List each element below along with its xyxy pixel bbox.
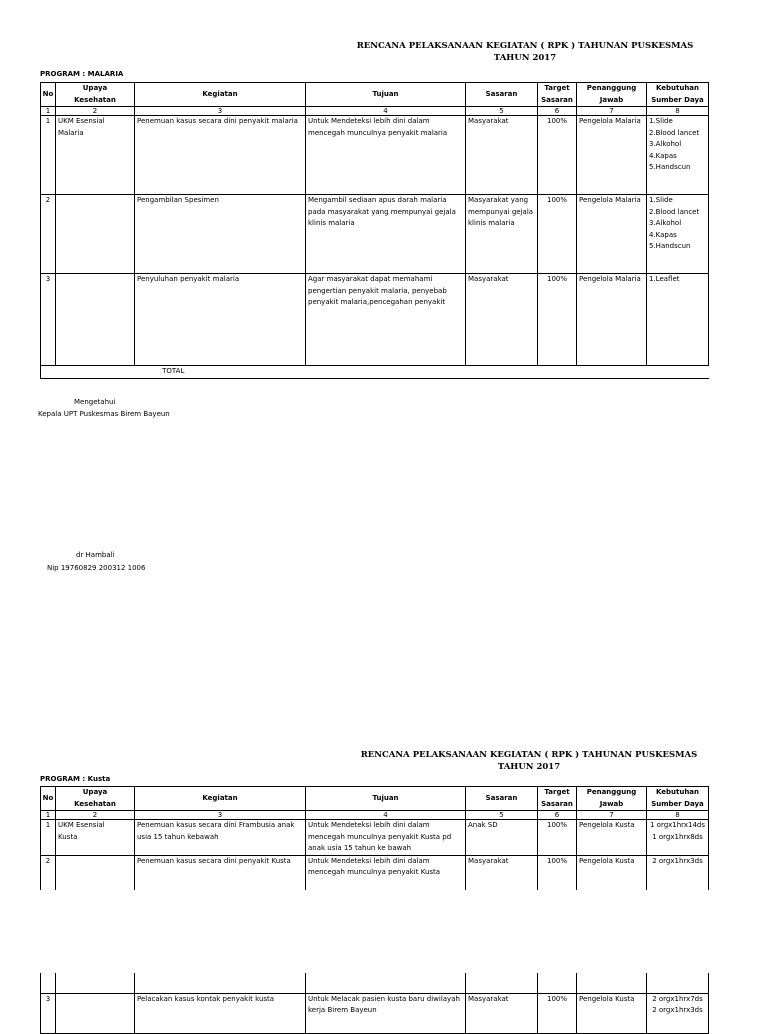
row-kebutuhan: 1 orgx1hrx14ds 1 orgx1hrx8ds: [647, 820, 709, 856]
program-label-kusta: PROGRAM : Kusta: [40, 775, 111, 783]
header-row: [41, 787, 709, 811]
row-continuation: [41, 973, 709, 993]
col-number: 4: [306, 107, 466, 116]
header-upaya: Upaya Kesehatan: [56, 83, 135, 107]
row-sasaran: Masyarakat: [466, 855, 538, 890]
row-kegiatan: Penyuluhan penyakit malaria: [135, 274, 306, 366]
row-no: 3: [41, 274, 56, 366]
title-line-1: RENCANA PELAKSANAAN KEGIATAN ( RPK ) TAHUNAN PUSKESMAS: [360, 750, 698, 760]
row-kebutuhan: 2 orgx1hrx3ds: [647, 855, 709, 890]
row-target: 100%: [538, 993, 577, 1033]
col-number: 7: [577, 811, 647, 820]
header-upaya: Upaya Kesehatan: [56, 787, 135, 811]
header-tujuan: Tujuan: [306, 787, 466, 811]
header-kegiatan: Kegiatan: [135, 787, 306, 811]
col-number: 6: [538, 811, 577, 820]
row-sasaran: Masyarakat: [466, 274, 538, 366]
row-sasaran: Anak SD: [466, 820, 538, 856]
table-row: [41, 195, 709, 274]
row-kebutuhan: 1.Slide 2.Blood lancet 3.Alkohol 4.Kapas 5.Handscun: [647, 116, 709, 195]
title-line-2: TAHUN 2017: [497, 762, 561, 772]
table-row: [41, 820, 709, 856]
row-sasaran: Masyarakat: [466, 116, 538, 195]
total-row: [41, 366, 709, 379]
header-target: Target Sasaran: [538, 787, 577, 811]
row-no: 1: [41, 116, 56, 195]
header-kebutuhan: Kebutuhan Sumber Daya: [647, 83, 709, 107]
rpk-table-kusta-continued: [40, 973, 709, 1034]
table-row: [41, 855, 709, 890]
col-number: 2: [56, 107, 135, 116]
row-tujuan: Mengambil sediaan apus darah malaria pada masyarakat yang mempunyai gejala klinis malaria: [306, 195, 466, 274]
row-cell-empty: [466, 973, 538, 993]
rpk-table-malaria: [40, 82, 709, 379]
row-cell-empty: [56, 973, 135, 993]
program-label-malaria: PROGRAM : MALARIA: [40, 70, 124, 78]
row-upaya: [56, 855, 135, 890]
col-number: 7: [577, 107, 647, 116]
col-number: 6: [538, 107, 577, 116]
row-upaya: UKM Esensial Kusta: [56, 820, 135, 856]
total-empty: [306, 366, 709, 379]
rpk-title-malaria: [300, 40, 750, 64]
row-target: 100%: [538, 195, 577, 274]
header-no: No: [41, 787, 56, 811]
row-sasaran: Masyarakat yang mempunyai gejala klinis malaria: [466, 195, 538, 274]
col-number: 1: [41, 107, 56, 116]
row-pj: Pengelola Kusta: [577, 993, 647, 1033]
row-tujuan: Agar masyarakat dapat memahami pengertian penyakit malaria, penyebab penyakit malaria,pencegahan penyakit: [306, 274, 466, 366]
table-row: [41, 116, 709, 195]
column-number-row: [41, 811, 709, 820]
header-sasaran: Sasaran: [466, 787, 538, 811]
row-target: 100%: [538, 116, 577, 195]
row-upaya: [56, 195, 135, 274]
row-cell-empty: [41, 973, 56, 993]
row-kebutuhan: 2 orgx1hrx7ds 2 orgx1hrx3ds: [647, 993, 709, 1033]
row-target: 100%: [538, 274, 577, 366]
col-number: 5: [466, 107, 538, 116]
row-sasaran: Masyarakat: [466, 993, 538, 1033]
signature-position: Kepala UPT Puskesmas Birem Bayeun: [38, 410, 170, 418]
row-kegiatan: Penemuan kasus secara dini Frambusia anak usia 15 tahun kebawah: [135, 820, 306, 856]
row-kegiatan: Pengambilan Spesimen: [135, 195, 306, 274]
table-row: [41, 993, 709, 1033]
col-number: 3: [135, 811, 306, 820]
col-number: 8: [647, 107, 709, 116]
row-upaya: UKM Esensial Malaria: [56, 116, 135, 195]
mengetahui-label: Mengetahui: [74, 398, 116, 406]
row-cell-empty: [647, 973, 709, 993]
row-pj: Pengelola Malaria: [577, 274, 647, 366]
row-cell-empty: [306, 973, 466, 993]
col-number: 5: [466, 811, 538, 820]
col-number: 8: [647, 811, 709, 820]
title-line-2: TAHUN 2017: [493, 53, 557, 63]
table-row: [41, 274, 709, 366]
row-kegiatan: Pelacakan kasus kontak penyakit kusta: [135, 993, 306, 1033]
column-number-row: [41, 107, 709, 116]
rpk-table-kusta: [40, 786, 709, 890]
signature-nip: Nip 19760829 200312 1006: [47, 564, 146, 572]
row-cell-empty: [135, 973, 306, 993]
row-kebutuhan: 1.Leaflet: [647, 274, 709, 366]
row-pj: Pengelola Kusta: [577, 820, 647, 856]
row-upaya: [56, 993, 135, 1033]
row-pj: Pengelola Kusta: [577, 855, 647, 890]
col-number: 1: [41, 811, 56, 820]
row-cell-empty: [577, 973, 647, 993]
header-pj: Penanggung Jawab: [577, 787, 647, 811]
row-target: 100%: [538, 855, 577, 890]
row-upaya: [56, 274, 135, 366]
col-number: 3: [135, 107, 306, 116]
header-tujuan: Tujuan: [306, 83, 466, 107]
rpk-title-kusta: [304, 749, 754, 773]
row-kebutuhan: 1.Slide 2.Blood lancet 3.Alkohol 4.Kapas 5.Handscun: [647, 195, 709, 274]
header-no: No: [41, 83, 56, 107]
total-label: TOTAL: [41, 366, 306, 379]
row-kegiatan: Penemuan kasus secara dini penyakit malaria: [135, 116, 306, 195]
col-number: 4: [306, 811, 466, 820]
header-pj: Penanggung Jawab: [577, 83, 647, 107]
row-tujuan: Untuk Mendeteksi lebih dini dalam mencegah munculnya penyakit Kusta: [306, 855, 466, 890]
title-line-1: RENCANA PELAKSANAAN KEGIATAN ( RPK ) TAHUNAN PUSKESMAS: [356, 41, 694, 51]
row-tujuan: Untuk Mendeteksi lebih dini dalam mencegah munculnya penyakit Kusta pd anak usia 15 tahun ke bawah: [306, 820, 466, 856]
row-no: 2: [41, 195, 56, 274]
row-no: 1: [41, 820, 56, 856]
signature-name: dr Hambali: [76, 551, 115, 559]
row-no: 3: [41, 993, 56, 1033]
row-tujuan: Untuk Melacak pasien kusta baru diwilayah kerja Birem Bayeun: [306, 993, 466, 1033]
row-target: 100%: [538, 820, 577, 856]
row-pj: Pengelola Malaria: [577, 116, 647, 195]
header-kegiatan: Kegiatan: [135, 83, 306, 107]
row-tujuan: Untuk Mendeteksi lebih dini dalam mencegah munculnya penyakit malaria: [306, 116, 466, 195]
col-number: 2: [56, 811, 135, 820]
row-pj: Pengelola Malaria: [577, 195, 647, 274]
row-no: 2: [41, 855, 56, 890]
header-row: [41, 83, 709, 107]
row-kegiatan: Penemuan kasus secara dini penyakit Kusta: [135, 855, 306, 890]
header-target: Target Sasaran: [538, 83, 577, 107]
header-sasaran: Sasaran: [466, 83, 538, 107]
row-cell-empty: [538, 973, 577, 993]
header-kebutuhan: Kebutuhan Sumber Daya: [647, 787, 709, 811]
